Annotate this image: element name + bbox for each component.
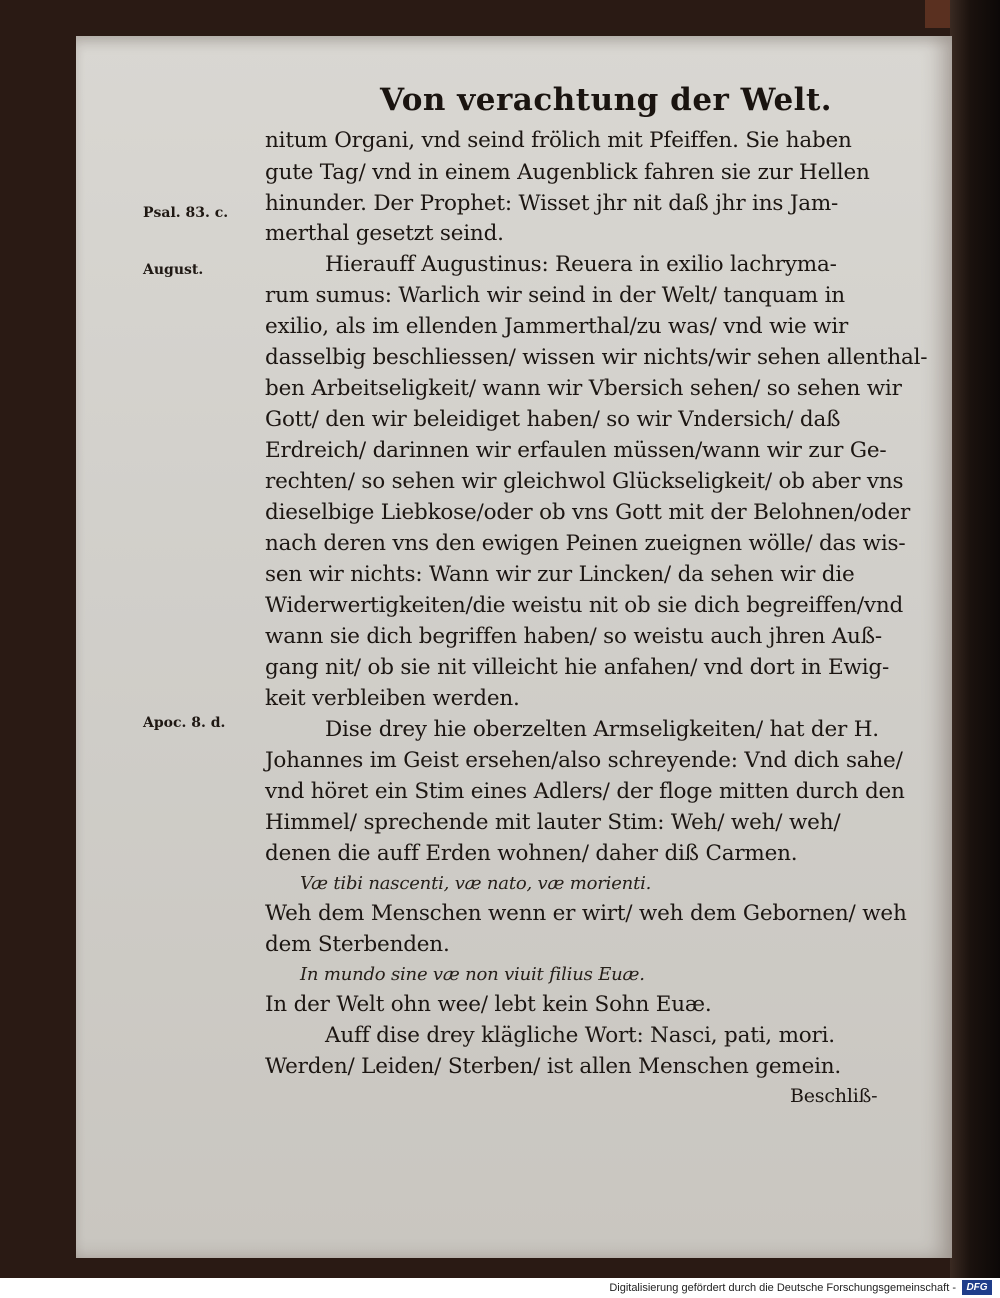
latin-verse: Væ tibi nascenti, væ nato, væ morienti.: [300, 873, 652, 894]
dfg-logo: DFG: [962, 1280, 992, 1295]
text-line: Weh dem Menschen wenn er wirt/ weh dem Gebornen/ weh: [265, 901, 907, 926]
text-line: sen wir nichts: Wann wir zur Lincken/ da sehen wir die: [265, 562, 855, 587]
text-line: wann sie dich begriffen haben/ so weistu auch jhren Auß-: [265, 624, 882, 649]
margin-note-augustine: August.: [143, 262, 204, 278]
text-line: Auff dise drey klägliche Wort: Nasci, pati, mori.: [325, 1023, 835, 1048]
text-line: dasselbig beschliessen/ wissen wir nichts/wir sehen allenthal-: [265, 345, 928, 370]
text-line: Johannes im Geist ersehen/also schreyende: Vnd dich sahe/: [265, 748, 903, 773]
text-line: dieselbige Liebkose/oder ob vns Gott mit der Belohnen/oder: [265, 500, 911, 525]
text-line: nach deren vns den ewigen Peinen zueignen wölle/ das wis-: [265, 531, 906, 556]
text-line: ben Arbeitseligkeit/ wann wir Vbersich sehen/ so sehen wir: [265, 376, 902, 401]
text-line: Widerwertigkeiten/die weistu nit ob sie dich begreiffen/vnd: [265, 593, 904, 618]
text-line: vnd höret ein Stim eines Adlers/ der floge mitten durch den: [265, 779, 905, 804]
text-line: Himmel/ sprechende mit lauter Stim: Weh/ weh/ weh/: [265, 810, 841, 835]
text-line: In der Welt ohn wee/ lebt kein Sohn Euæ.: [265, 992, 712, 1017]
book-binding-edge: [950, 0, 1000, 1278]
footer-credit: Digitalisierung gefördert durch die Deutsche Forschungsgemeinschaft -: [609, 1282, 956, 1294]
text-line: rum sumus: Warlich wir seind in der Welt/ tanquam in: [265, 283, 845, 308]
text-line: rechten/ so sehen wir gleichwol Glückseligkeit/ ob aber vns: [265, 469, 904, 494]
text-line: hinunder. Der Prophet: Wisset jhr nit daß jhr ins Jam-: [265, 191, 839, 216]
text-line: Dise drey hie oberzelten Armseligkeiten/ hat der H.: [325, 717, 879, 742]
text-line: Erdreich/ darinnen wir erfaulen müssen/wann wir zur Ge-: [265, 438, 887, 463]
text-line: Gott/ den wir beleidiget haben/ so wir Vndersich/ daß: [265, 407, 841, 432]
text-line: merthal gesetzt seind.: [265, 221, 504, 246]
margin-note-psalm: Psal. 83. c.: [143, 205, 229, 221]
text-line: keit verbleiben werden.: [265, 686, 520, 711]
catchword: Beschliß-: [790, 1085, 878, 1107]
text-line: gute Tag/ vnd in einem Augenblick fahren sie zur Hellen: [265, 160, 870, 185]
text-line: nitum Organi, vnd seind frölich mit Pfeiffen. Sie haben: [265, 128, 852, 153]
text-line: gang nit/ ob sie nit villeicht hie anfahen/ vnd dort in Ewig-: [265, 655, 890, 680]
margin-note-apocalypse: Apoc. 8. d.: [143, 715, 226, 731]
running-title: Von verachtung der Welt.: [380, 82, 833, 118]
text-line: denen die auff Erden wohnen/ daher diß Carmen.: [265, 841, 798, 866]
text-line: dem Sterbenden.: [265, 932, 450, 957]
text-line: Hierauff Augustinus: Reuera in exilio lachryma-: [325, 252, 837, 277]
text-line: Werden/ Leiden/ Sterben/ ist allen Menschen gemein.: [265, 1054, 842, 1079]
text-line: exilio, als im ellenden Jammerthal/zu was/ vnd wie wir: [265, 314, 849, 339]
latin-verse: In mundo sine væ non viuit filius Euæ.: [300, 964, 645, 985]
